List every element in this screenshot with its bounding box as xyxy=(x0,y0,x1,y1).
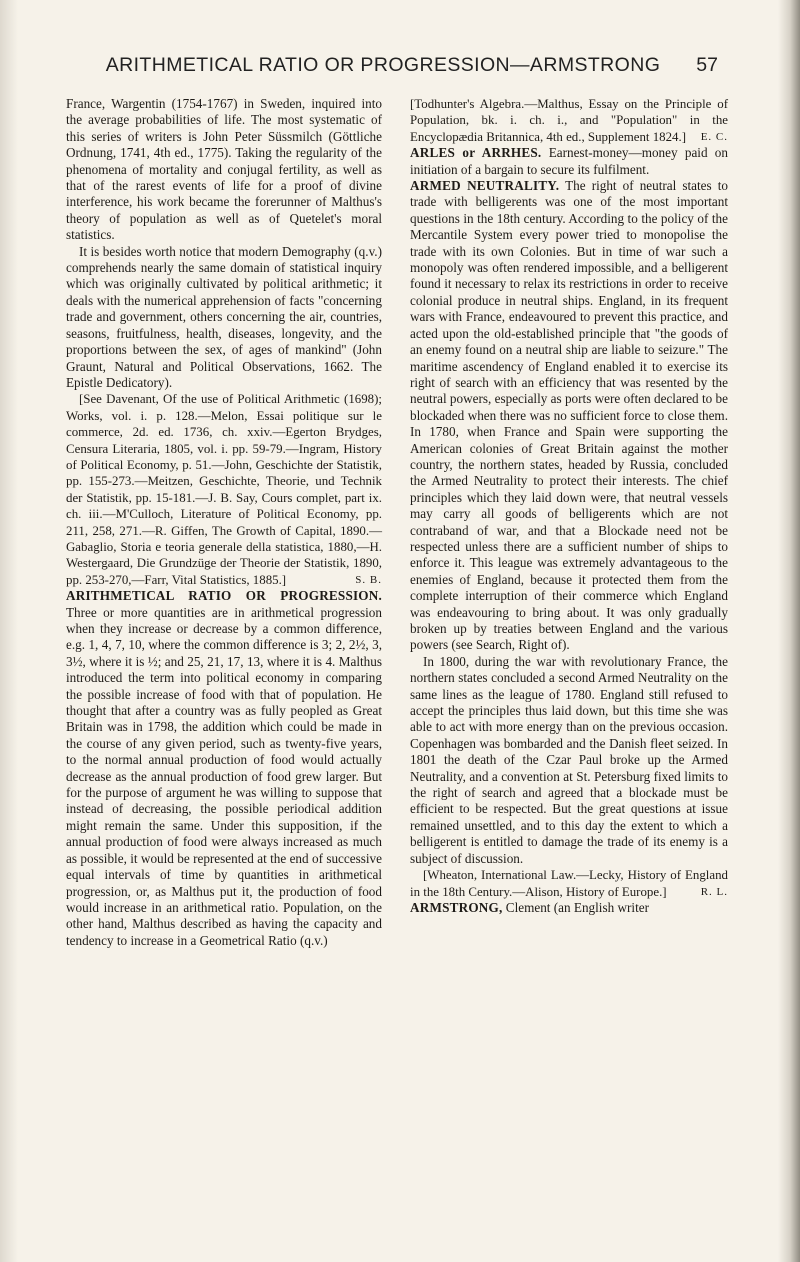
bibliography-arithmetical-ratio xyxy=(410,96,728,145)
entry-body: Three or more quantities are in arithmetical progression when they increase or decrease by a common difference, e.g. 1, 4, 7, 10, where the common difference is 3; 2, 2½, 3, 3½, where it is ½; and 25, 21, 17, 13, where it is 4. Malthus introduced the term into political economy in comparing the possible increase of food with that of population. He thought that after a country was as fully peopled as Great Britain was in 1798, the addition which could be made in the course of any given period, such as twenty-five years, to the normal annual production of food would actually decrease as the annual production of food grew larger. But for the purpose of argument he was willing to suppose that instead of decreasing, the possible periodical addition might remain the same. Under this supposition, if the annual production of food were always increased as much as possible, it would be represented at the end of successive equal intervals of time by quantities in arithmetical progression, or, as Malthus put it, the production of food would increase in an arithmetical ratio. Population, on the other hand, Malthus described as having the capacity and tendency to increase in a Geometrical Ratio (q.v.) xyxy=(66,604,382,948)
bibliography-text: [Wheaton, International Law.—Lecky, History of England in the 18th Century.—Alison, History of Europe.] xyxy=(410,868,728,899)
page-spine-shadow xyxy=(0,0,18,1262)
page-number: 57 xyxy=(696,54,718,76)
entry-heading: ARITHMETICAL RATIO OR PROGRESSION. xyxy=(66,588,382,604)
entry-heading: ARMED NEUTRALITY. xyxy=(410,178,560,194)
entry-armstrong xyxy=(410,900,728,916)
bibliography-political-arithmetic xyxy=(66,391,382,588)
paragraph-continuation: France, Wargentin (1754-1767) in Sweden, inquired into the average probabilities of life. The most systematic of this series of writers is John Peter Süssmilch (Göttliche Ordnung, 1741, 4th ed., 1775). Taking the regularity of the phenomena of mortality and conjugal fertility, as well as that of the rarest events of life for a proof of divine interference, his work became the forerunner of Malthus's theory of population as well as of Quetelet's moral statistics. xyxy=(66,96,382,243)
entry-body: Earnest-money—money paid on initiation of a bargain to secure its fulfilment. xyxy=(410,145,728,177)
entry-heading: ARMSTRONG, xyxy=(410,899,503,915)
entry-armed-neutrality xyxy=(410,178,728,654)
entry-body: Clement (an English writer xyxy=(505,899,649,915)
entry-body: The right of neutral states to trade with belligerents was one of the most important questions in the 18th century. According to the policy of the Mercantile System every power tried to monopolise the trade with its own Colonies. But in time of war such a monopoly was often rendered impossible, and a belligerent found it necessary to relax its restrictions in order to receive colonial produce in neutral ships. England, in its frequent wars with France, endeavoured to prevent this practice, and acted upon the old-established principle that "the goods of an enemy found on a neutral ship are liable to seizure." The maritime ascendency of England enabled it to exercise its right of search with an efficiency that was resented by the neutral powers, especially as ports were often declared to be blockaded when there was no sufficient force to close them. In 1780, when France and Spain were supporting the American colonies of Great Britain against the mother country, the northern states, headed by Russia, concluded the Armed Neutrality to protect their interests. The chief principles which they laid down were, that neutral vessels may carry all goods of belligerents which are not contraband of war, and that a Blockade need not be respected unless there are a sufficient number of ships to enforce it. This league was extremely advantageous to the enemies of England, because it protected them from the complete interruption of their commerce which England was endeavouring to bring about. It was only gradually broken up by treaties between England and the various powers (see Search, Right of). xyxy=(410,178,728,653)
left-column xyxy=(66,96,382,949)
entry-heading: ARLES or ARRHES. xyxy=(410,145,542,161)
paragraph-second-armed-neutrality: In 1800, during the war with revolutionary France, the northern states concluded a second Armed Neutrality on the same lines as the league of 1780. England still refused to accept the principles thus laid down, but this time she was able to act with more energy than on the previous occasion. Copenhagen was bombarded and the Danish fleet seized. In 1801 the death of the Czar Paul broke up the Armed Neutrality, and a convention at St. Petersburg fixed limits to the right of search and agreed that a blockade must be efficient to be respected. But the great questions at issue remained unsettled, and to this day the extent to which a belligerent is entitled to damage the trade of its enemy is a subject of discussion. xyxy=(410,653,728,866)
right-column xyxy=(410,96,728,916)
running-header xyxy=(88,54,718,84)
bibliography-text: [See Davenant, Of the use of Political Arithmetic (1698); Works, vol. i. p. 128.—Melon, Essai politique sur le commerce, 2d. ed. 1736, ch. xxiv.—Egerton Brydges, Censura Literaria, 1805, vol. i. pp. 59-79.—Ingram, History of Political Economy, p. 51.—John, Geschichte der Statistik, pp. 155-273.—Meitzen, Geschichte, Theorie, und Technik der Statistik, pp. 15-181.—J. B. Say, Cours complet, part ix. ch. iii.—M'Culloch, Literature of Political Economy, pp. 211, 258, 271.—R. Giffen, The Growth of Capital, 1890.—Gabaglio, Storia e teoria generale della statistica, 1880,—H. Westergaard, Die Grundzüge der Theorie der Statistik, 1890, pp. 253-270,—Farr, Vital Statistics, 1885.] xyxy=(66,392,382,587)
author-initials: R. L. xyxy=(700,885,728,898)
bibliography-armed-neutrality xyxy=(410,867,728,900)
author-initials: E. C. xyxy=(700,130,728,143)
entry-arithmetical-ratio xyxy=(66,588,382,949)
author-initials: S. B. xyxy=(355,573,382,586)
page-edge-shadow xyxy=(778,0,800,1262)
running-head-title: ARITHMETICAL RATIO OR PROGRESSION—ARMSTRONG xyxy=(105,54,661,76)
bibliography-text: [Todhunter's Algebra.—Malthus, Essay on the Principle of Population, bk. i. ch. i., and "Population" in the Encyclopædia Britannica, 4th ed., Supplement 1824.] xyxy=(410,97,728,144)
paragraph-demography: It is besides worth notice that modern Demography (q.v.) comprehends nearly the same domain of statistical inquiry which was originally cultivated by political arithmetic; it deals with the numerical apprehension of facts "concerning trade and government, others concerning the air, countries, seasons, fruitfulness, health, diseases, longevity, and the proportions between the sex, of ages of mankind" (John Graunt, Natural and Political Observations, 1662. The Epistle Dedicatory). xyxy=(66,243,382,390)
entry-arles xyxy=(410,145,728,178)
